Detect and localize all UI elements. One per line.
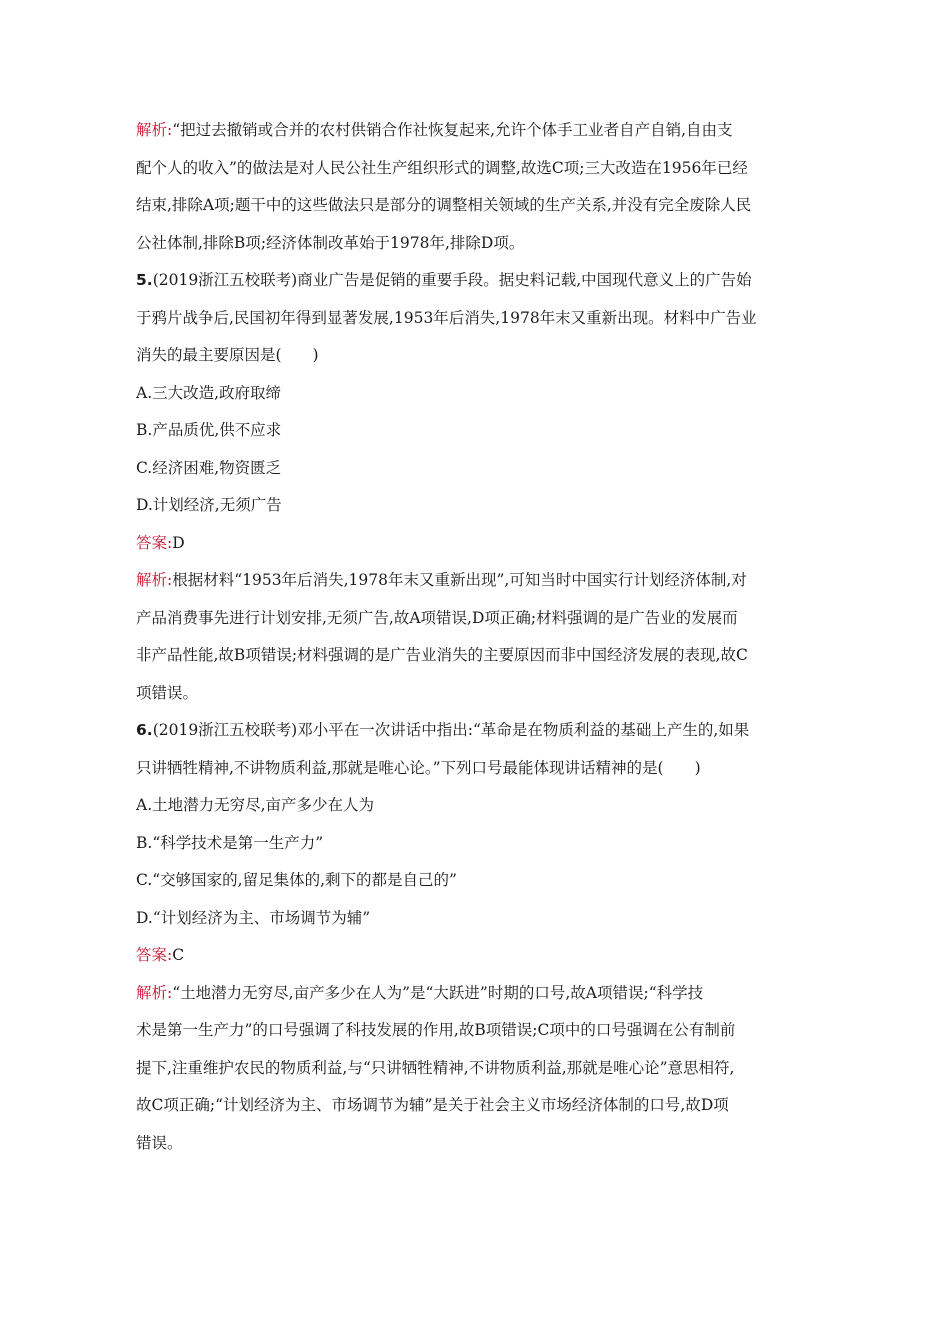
analysis-line: 解析:根据材料“1953年后消失,1978年末又重新出现”,可知当时中国实行计划经济体制,对	[136, 571, 747, 589]
analysis-label: 解析:	[136, 121, 173, 139]
option-d: D.计划经济,无须广告	[136, 496, 282, 514]
analysis-label: 解析:	[136, 983, 173, 1002]
answer-line	[136, 525, 816, 563]
analysis-line: 非产品性能,故B项错误;材料强调的是广告业消失的主要原因而非中国经济发展的表现,故C	[136, 646, 748, 664]
analysis-line: 结束,排除A项;题干中的这些做法只是部分的调整相关领域的生产关系,并没有完全废除人民	[136, 196, 752, 214]
analysis-line: 产品消费事先进行计划安排,无须广告,故A项错误,D项正确;材料强调的是广告业的发展而	[136, 608, 738, 627]
question-6	[136, 712, 816, 1162]
question-stem-line: 6.(2019浙江五校联考)邓小平在一次讲话中指出:“革命是在物质利益的基础上产生的,如果	[136, 721, 750, 739]
answer-value: D	[172, 533, 185, 552]
option-c: C.经济困难,物资匮乏	[136, 458, 282, 477]
question-stem-line: 消失的最主要原因是( )	[136, 346, 319, 364]
answer-label: 答案:	[136, 533, 173, 552]
analysis-line: 解析:“土地潜力无穷尽,亩产多少在人为”是“大跃进”时期的口号,故A项错误;“科学技	[136, 983, 704, 1002]
option-a: A.土地潜力无穷尽,亩产多少在人为	[136, 796, 375, 814]
analysis-line: 项错误。	[136, 683, 199, 702]
question-5	[136, 262, 816, 712]
option-b: B.“科学技术是第一生产力”	[136, 833, 324, 852]
option-d: D.“计划经济为主、市场调节为辅”	[136, 908, 371, 927]
analysis-label: 解析:	[136, 571, 173, 589]
option-c: C.“交够国家的,留足集体的,剩下的都是自己的”	[136, 871, 457, 889]
analysis-line: 错误。	[136, 1133, 183, 1152]
document-page	[136, 112, 816, 1162]
analysis-line: 故C项正确;“计划经济为主、市场调节为辅”是关于社会主义市场经济体制的口号,故D项	[136, 1096, 729, 1114]
answer-label: 答案:	[136, 946, 173, 964]
option-b: B.产品质优,供不应求	[136, 421, 282, 439]
question-stem-line: 只讲牺牲精神,不讲物质利益,那就是唯心论。”下列口号最能体现讲话精神的是( )	[136, 758, 701, 777]
analysis-line: 公社体制,排除B项;经济体制改革始于1978年,排除D项。	[136, 233, 525, 252]
answer-value: C	[172, 946, 185, 964]
analysis-line: 提下,注重维护农民的物质利益,与“只讲牺牲精神,不讲物质利益,那就是唯心论”意思相符,	[136, 1058, 735, 1077]
analysis-line: 术是第一生产力”的口号强调了科技发展的作用,故B项错误;C项中的口号强调在公有制前	[136, 1021, 736, 1039]
analysis-line: 配个人的收入”的做法是对人民公社生产组织形式的调整,故选C项;三大改造在1956年已经	[136, 158, 748, 177]
q4-analysis	[136, 112, 816, 262]
question-number: 5.	[136, 271, 153, 289]
question-stem-line: 于鸦片战争后,民国初年得到显著发展,1953年后消失,1978年末又重新出现。材料中广告业	[136, 308, 757, 327]
question-number: 6.	[136, 721, 153, 739]
question-stem-line: 5.(2019浙江五校联考)商业广告是促销的重要手段。据史料记载,中国现代意义上的广告始	[136, 271, 752, 289]
answer-line	[136, 937, 816, 975]
analysis-line: 解析:“把过去撤销或合并的农村供销合作社恢复起来,允许个体手工业者自产自销,自由支	[136, 121, 733, 139]
option-a: A.三大改造,政府取缔	[136, 383, 282, 402]
